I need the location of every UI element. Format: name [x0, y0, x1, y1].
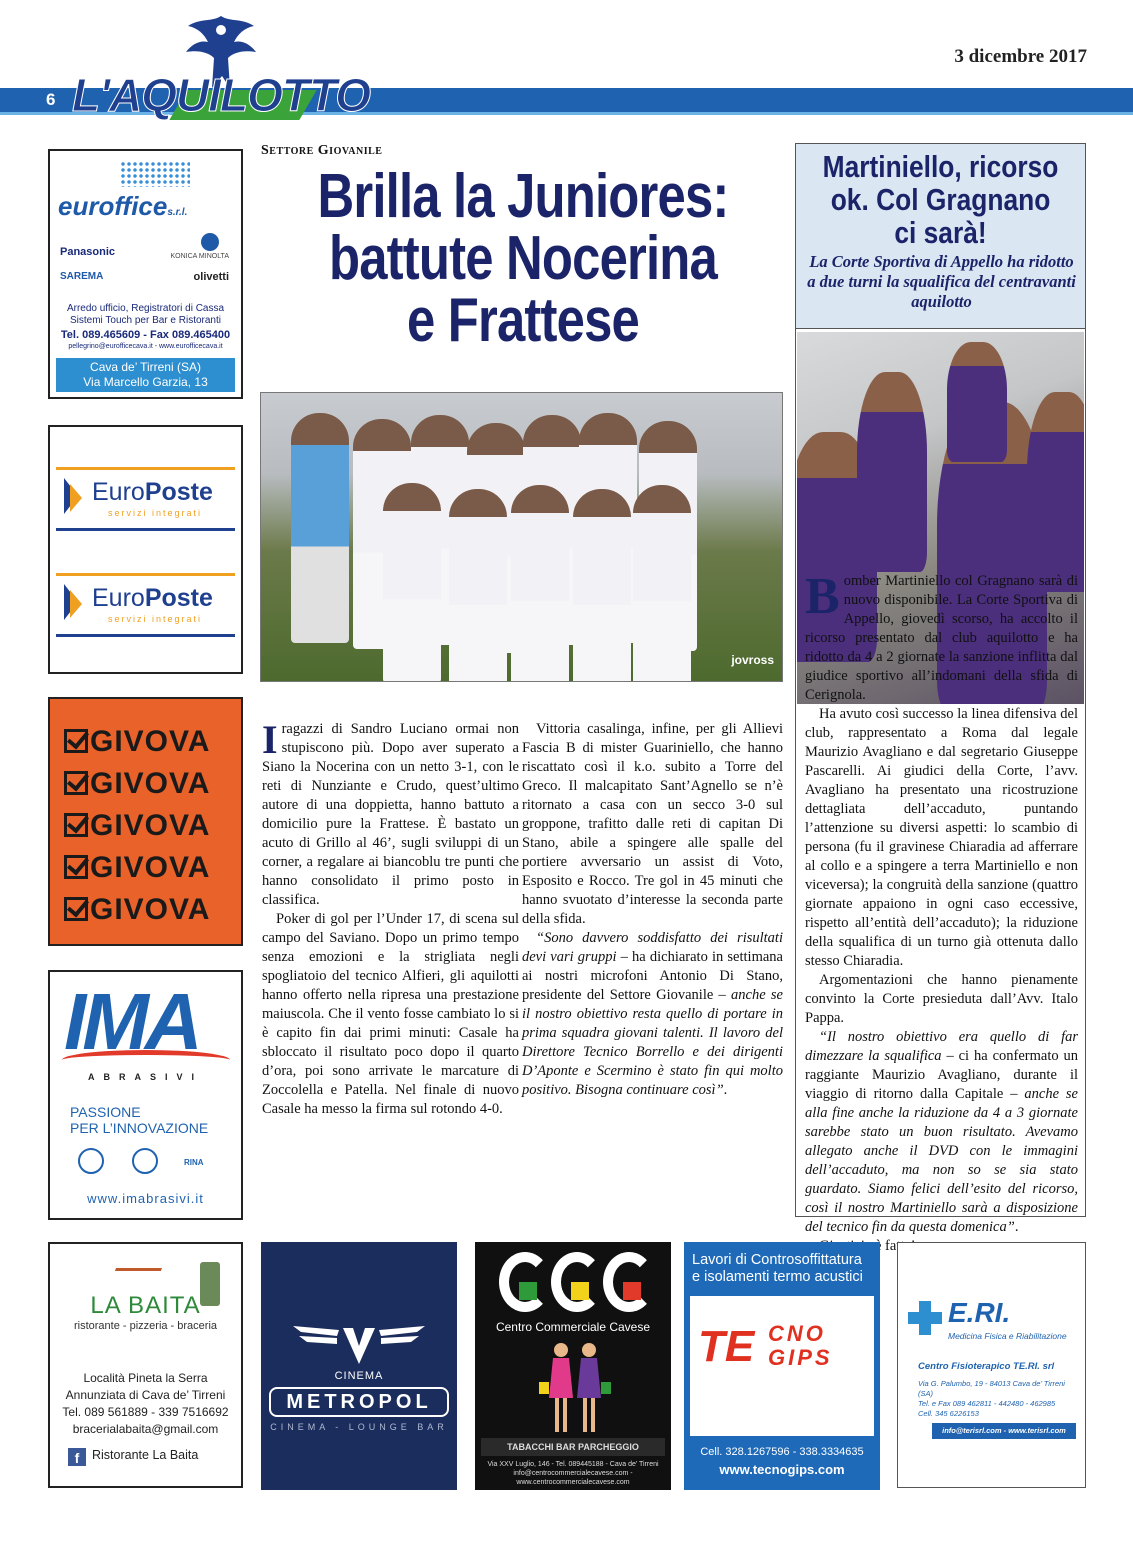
shoppers-illustration — [535, 1338, 615, 1438]
ad-euroffice[interactable] — [48, 149, 243, 399]
euroffice-description: Arredo ufficio, Registratori di Cassa Sistemi Touch per Bar e Ristoranti — [66, 303, 225, 326]
certification-icon — [78, 1148, 104, 1174]
player-figure — [947, 342, 1007, 462]
team-photo — [260, 392, 783, 682]
article-paragraph: “Sono davvero soddisfatto dei risultati devi vari gruppi – ha dichiarato in settimana ai nostri microfoni Antonio Di Stano, presidente del Settore Giovanile – anche se il nostro obiettivo resta quello di portare in prima squadra giovani talenti. Il lavoro del Direttore Tecnico Borrello e dei dirigenti D’Aponte e Scermino è stato fin qui molto positivo. Bisogna continuare così”. — [522, 930, 783, 1098]
section-kicker: Settore Giovanile — [261, 143, 383, 158]
ima-subtitle: ABRASIVI — [87, 1072, 203, 1082]
article-paragraph: Poker di gol per l’Under 17, di scena sul campo del Saviano. Dopo un primo tempo senza emozioni e la strigliata negli spogliatoio del tecnico Alfieri, gli aquilotti hanno offerto nella ripresa una prestazione maiuscola. Che il vento fosse cambiato lo si è capito fin dai primi minuti: Casale ha sbloccato il risultato poco dopo il quarto d’ora, poi sono arrivate le marcature di Zoccolella e Patella. Nel finale di nuovo Casale ha messo la firma sul rotondo 4-0. — [262, 911, 519, 1117]
page-number: 6 — [46, 90, 56, 109]
checkmark-icon — [64, 729, 88, 753]
europoste-logo: EuroPoste servizi integrati — [56, 573, 235, 637]
ad-europoste[interactable] — [48, 425, 243, 674]
ima-website[interactable]: www.imabrasivi.it — [87, 1191, 204, 1206]
ccc-name: Centro Commerciale Cavese — [495, 1320, 651, 1334]
issue-date: 3 dicembre 2017 — [954, 46, 1087, 67]
ad-tecnogips[interactable] — [684, 1242, 880, 1490]
ccc-letter-icon — [603, 1252, 655, 1312]
checkmark-icon — [64, 771, 88, 795]
player-figure — [291, 413, 349, 643]
brand-panasonic: Panasonic — [60, 246, 116, 258]
player-figure — [857, 372, 927, 572]
ad-la-baita[interactable] — [48, 1242, 243, 1488]
baita-logo: LA BAITA — [90, 1292, 201, 1319]
sidebar-article-body: Bomber Martiniello col Gragnano sarà di nuovo disponibile. La Corte Sportiva di Appello, giovedì scorso, ha accolto il ricorso presentato dal club aquilotto e ha ridotto da 4 a 2 giornate la sanzione inflitta dal giudice sportivo all’indomani della sfida di Cerignola. Ha avuto così successo la linea difensiva del club, rappresentato a Roma dal legale Maurizio Avagliano e dal segretario Giuseppe Pascarelli. Ai giudici della Corte, l’avv. Avagliano ha presentato una ricostruzione dettagliata dell’accaduto, puntando l’attenzione su diversi aspetti: lo scambio di persona (fu il gravinese Chiaradia ad afferrare al collo e a spingere a terra Martiniello e non viceversa); la congruità della sanzione (quattro giornate appaiono in ogni caso eccessive, rispetto all’entità dell’accaduto); la riduzione della squalifica di un turno già ottenuta dallo stesso Chiaradia. Argomentazioni che hanno pienamente convinto la Corte presieduta dall’Avv. Italo Pappa. “Il nostro obiettivo era quello di far dimezzare la squalifica – ci ha confermato un raggiante Maurizio Avagliano, durante il viaggio di ritorno dalla Capitale – anche se alla fine anche la riduzione da 4 a 3 giornate sarebbe stato un buon risultato. Avevamo allegato anche il DVD con le immagini dell’accaduto, ma non so se sia stato guardato. Siamo felici dell’esito del ricorso, così il nostro Martiniello sarà a disposizione del tecnico fin da questa domenica”. — [805, 568, 1078, 1235]
house-roof-icon — [108, 1268, 162, 1290]
ima-logo-arc — [62, 1050, 230, 1070]
teri-address: Via G. Palumbo, 19 - 84013 Cava de’ Tirreni (SA) Tel. e Fax 089 462811 - 442480 - 462985 Cell. 345 6226153 — [918, 1379, 1065, 1418]
euroffice-address: Cava de’ Tirreni (SA) Via Marcello Garzia, 13 — [56, 358, 235, 392]
ccc-address: Via XXV Luglio, 146 - Tel. 089445188 - Cava de’ Tirreni info@centrocommercialecavese.com - www.centrocommercialecavese.com — [487, 1461, 659, 1486]
article-paragraph: Iragazzi di Sandro Luciano ormai non stupiscono più. Dopo aver superato a Siano la Nocerina con un netto 3-1, con le reti di Nunziante e Crudo, quest’ultimo autore di una doppietta, hanno battuto a domicilio pure la Frattese. È bastato un acuto di Grillo al 46’, sugli sviluppi di un corner, a regalare ai biancoblu tre punti che hanno consolidato il primo posto in classifica. — [262, 717, 519, 908]
checkmark-icon — [64, 813, 88, 837]
player-figure — [383, 483, 441, 682]
masthead-logo: L'AQUILOTTO — [72, 69, 371, 121]
ad-ima-abrasivi[interactable] — [48, 970, 243, 1220]
ima-logo: IMA — [64, 977, 199, 1066]
givova-row: GIVOVA — [64, 893, 210, 927]
checkmark-icon — [64, 855, 88, 879]
euroffice-brand: euroffices.r.l. — [58, 191, 188, 221]
givova-row: GIVOVA — [64, 767, 210, 801]
ad-teri[interactable] — [897, 1242, 1086, 1488]
brand-olivetti: olivetti — [193, 271, 229, 283]
ccc-letter-icon — [551, 1252, 603, 1312]
article-paragraph: Vittoria casalinga, infine, per gli Allievi Fascia B di mister Guariniello, che hanno riscattato così il k.o. subito a Torre del Greco. Il malcapitato Sant’Agnello se n’è ritornato a casa con un secco 3-0 sul groppone, trafitto dalle reti di capitan Di Stano, abile a spingere alle spalle del portiere avversario un assist di Voto, Esposito e Rocco. Tre gol in 45 minuti che hanno svuotato d’interesse la seconda parte della sfida. — [522, 721, 783, 927]
ad-cinema-metropol[interactable] — [261, 1242, 457, 1490]
ccc-services: TABACCHI BAR PARCHEGGIO — [481, 1438, 665, 1456]
tecno-services: Lavori di Controsoffittatura e isolamenti termo acustici — [692, 1252, 863, 1285]
player-figure — [449, 489, 507, 682]
medical-cross-icon — [908, 1301, 942, 1335]
ccc-letter-icon — [499, 1252, 551, 1312]
givova-row: GIVOVA — [64, 725, 210, 759]
player-figure — [1027, 392, 1084, 592]
checkmark-icon — [64, 897, 88, 921]
sidebar-article — [795, 143, 1086, 1235]
sidebar-headline: Martiniello, ricorso ok. Col Gragnano ci sarà! — [822, 149, 1059, 250]
photo-credit: jovross — [731, 653, 774, 667]
wings-logo-icon — [291, 1320, 427, 1368]
tecno-phone: Cell. 328.1267596 - 338.3334635 — [700, 1446, 864, 1458]
teri-email[interactable]: info@terisrl.com - www.terisrl.com — [932, 1423, 1076, 1439]
brand-konica: KONICA MINOLTA — [170, 253, 229, 260]
teri-logo: E.RI. — [948, 1297, 1011, 1328]
dropcap: I — [262, 717, 278, 762]
ima-slogan: PASSIONE PER L’INNOVAZIONE — [70, 1104, 209, 1136]
article-column-2 — [522, 720, 783, 1100]
sidebar-subheadline: La Corte Sportiva di Appello ha ridotto a due turni la squalifica del centravanti aquilotto — [807, 252, 1076, 311]
teri-center-name: Centro Fisioterapico TE.RI. srl — [918, 1361, 1055, 1372]
ad-givova[interactable] — [48, 697, 243, 946]
metropol-name: METROPOL — [269, 1387, 449, 1417]
rina-label: RINA — [184, 1158, 204, 1167]
teri-subtitle: Medicina Fisica e Riabilitazione — [948, 1331, 1067, 1341]
givova-row: GIVOVA — [64, 851, 210, 885]
konica-logo-icon — [201, 233, 219, 251]
euroffice-tel: Tel. 089.465609 - Fax 089.465400 — [60, 329, 231, 341]
article-column-1 — [262, 717, 519, 1119]
facebook-icon: f — [68, 1448, 86, 1466]
player-figure — [511, 485, 569, 682]
ad-centro-commerciale-cavese[interactable] — [475, 1242, 671, 1490]
baita-facebook[interactable]: f Ristorante La Baita — [68, 1448, 198, 1466]
brand-sarema: SAREMA — [60, 271, 104, 282]
player-figure — [633, 485, 691, 682]
tecno-logo: TE CNO GIPS — [690, 1296, 874, 1436]
player-figure — [573, 489, 631, 682]
europoste-logo: EuroPoste servizi integrati — [56, 467, 235, 531]
baita-contact: Località Pineta la Serra Annunziata di Cava de’ Tirreni Tel. 089 561889 - 339 7516692 bracerialabaita@gmail.com — [62, 1371, 229, 1436]
baita-tagline: ristorante - pizzeria - braceria — [73, 1320, 218, 1332]
metropol-label: CINEMA — [334, 1370, 384, 1382]
certification-icon — [132, 1148, 158, 1174]
article-headline: Brilla la Juniores: battute Nocerina e Frattese — [317, 162, 729, 355]
tecno-website[interactable]: www.tecnogips.com — [719, 1462, 845, 1477]
givova-row: GIVOVA — [64, 809, 210, 843]
metropol-tagline: CINEMA - LOUNGE BAR — [270, 1422, 448, 1432]
euroffice-email[interactable]: pellegrino@eurofficecava.it - www.eurofficecava.it — [68, 343, 223, 350]
euroffice-logo-dots — [120, 161, 190, 187]
sidebar-article-header — [796, 144, 1085, 329]
dropcap: B — [805, 568, 840, 625]
